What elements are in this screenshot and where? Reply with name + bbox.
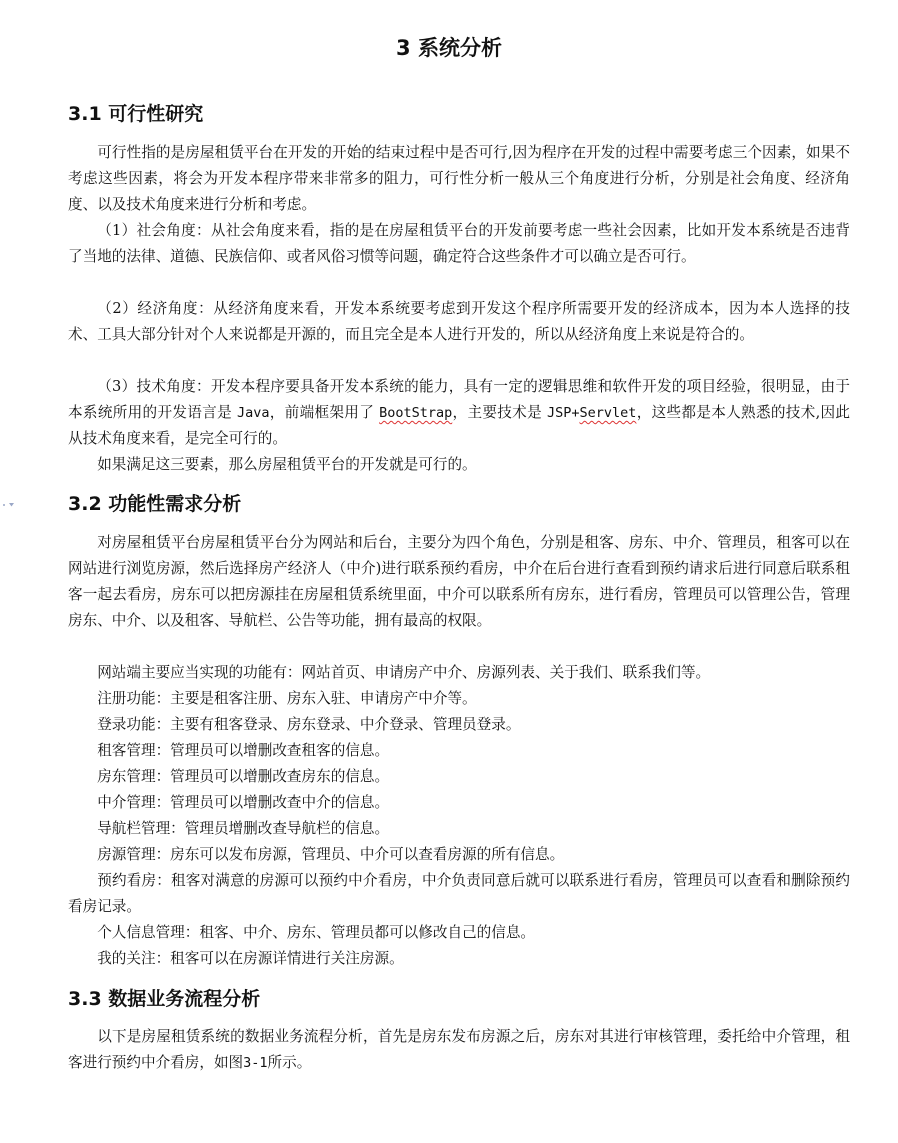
- figure-reference: 3-1: [243, 1055, 268, 1071]
- paragraph-website-functions: 网站端主要应当实现的功能有：网站首页、申请房产中介、房源列表、关于我们、联系我们等。: [97, 664, 711, 681]
- text-segment: 以下是房屋租赁系统的数据业务流程分析，首先是房东发布房源之后，房东对其进行审核管理，委托给中介管理，租客进行预约中介看房，如图: [68, 1028, 850, 1071]
- text-segment: 所示。: [267, 1054, 312, 1071]
- paragraph-social-aspect: （1）社会角度：从社会角度来看，指的是在房屋租赁平台的开发前要考虑一些社会因素，比如开发本系统是否违背了当地的法律、道德、民族信仰、或者风俗习惯等问题，确定符合这些条件才可以确立是否可行。: [68, 222, 850, 265]
- text-segment: ，主要技术是: [452, 404, 547, 421]
- paragraph-booking-viewing: 预约看房：租客对满意的房源可以预约中介看房，中介负责同意后就可以联系进行看房，管理员可以查看和删除预约看房记录。: [68, 872, 850, 915]
- paragraph-feasibility-intro: 可行性指的是房屋租赁平台在开发的开始的结束过程中是否可行,因为程序在开发的过程中需要考虑三个因素，如果不考虑这些因素，将会为开发本程序带来非常多的阻力，可行性分析一般从三个角度进行分析，分别是社会角度、经济角度、以及技术角度来进行分析和考虑。: [68, 144, 850, 213]
- section-title-3-3: 3.3 数据业务流程分析: [68, 988, 261, 1010]
- paragraph-tenant-management: 租客管理：管理员可以增删改查租客的信息。: [97, 742, 390, 759]
- text-segment: （3）技术角度：开发本程序要具备开发本系统的能力，具有一定的逻辑思维和软件开发的项目经验，很明显，由于本系统所用的开发语言是: [68, 378, 850, 421]
- paragraph-listing-management: 房源管理：房东可以发布房源，管理员、中介可以查看房源的所有信息。: [97, 846, 565, 863]
- text-segment: ，前端框架用了: [269, 404, 380, 421]
- chapter-title: 3 系统分析: [396, 36, 502, 60]
- bootstrap-term: BootStrap: [379, 405, 453, 421]
- collapse-marker-icon[interactable]: [2, 499, 16, 511]
- paragraph-register-function: 注册功能：主要是租客注册、房东入驻、申请房产中介等。: [97, 690, 477, 707]
- paragraph-landlord-management: 房东管理：管理员可以增删改查房东的信息。: [97, 768, 390, 785]
- servlet-term: Servlet: [579, 405, 637, 421]
- paragraph-agent-management: 中介管理：管理员可以增删改查中介的信息。: [97, 794, 390, 811]
- paragraph-my-favorites: 我的关注：租客可以在房源详情进行关注房源。: [97, 950, 404, 967]
- paragraph-feasibility-conclusion: 如果满足这三要素，那么房屋租赁平台的开发就是可行的。: [97, 456, 477, 473]
- section-title-3-2: 3.2 功能性需求分析: [68, 493, 242, 515]
- paragraph-functional-overview: 对房屋租赁平台房屋租赁平台分为网站和后台，主要分为四个角色，分别是租客、房东、中介、管理员，租客可以在网站进行浏览房源，然后选择房产经济人（中介)进行联系预约看房，中介在后台进行查看到预约请求后进行同意后联系租客一起去看房，房东可以把房源挂在房屋租赁系统里面，中介可以联系所有房东，进行看房，管理员可以管理公告，管理房东、中介、以及租客、导航栏、公告等功能，拥有最高的权限。: [68, 534, 850, 629]
- section-title-3-1: 3.1 可行性研究: [68, 103, 204, 125]
- jsp-term: JSP+: [546, 405, 580, 421]
- paragraph-technical-aspect: [68, 374, 850, 452]
- paragraph-login-function: 登录功能：主要有租客登录、房东登录、中介登录、管理员登录。: [97, 716, 521, 733]
- paragraph-profile-management: 个人信息管理：租客、中介、房东、管理员都可以修改自己的信息。: [97, 924, 536, 941]
- paragraph-economic-aspect: （2）经济角度：从经济角度来看，开发本系统要考虑到开发这个程序所需要开发的经济成本，因为本人选择的技术、工具大部分针对个人来说都是开源的，而且完全是本人进行开发的，所以从经济角度上来说是符合的。: [68, 300, 850, 343]
- text-segment: ，这些都是本人熟悉的技术,因此从技术角度来看，是完全可行的。: [68, 404, 851, 447]
- java-term: Java: [236, 405, 270, 421]
- paragraph-navbar-management: 导航栏管理：管理员增删改查导航栏的信息。: [97, 820, 390, 837]
- paragraph-data-flow: [68, 1024, 850, 1076]
